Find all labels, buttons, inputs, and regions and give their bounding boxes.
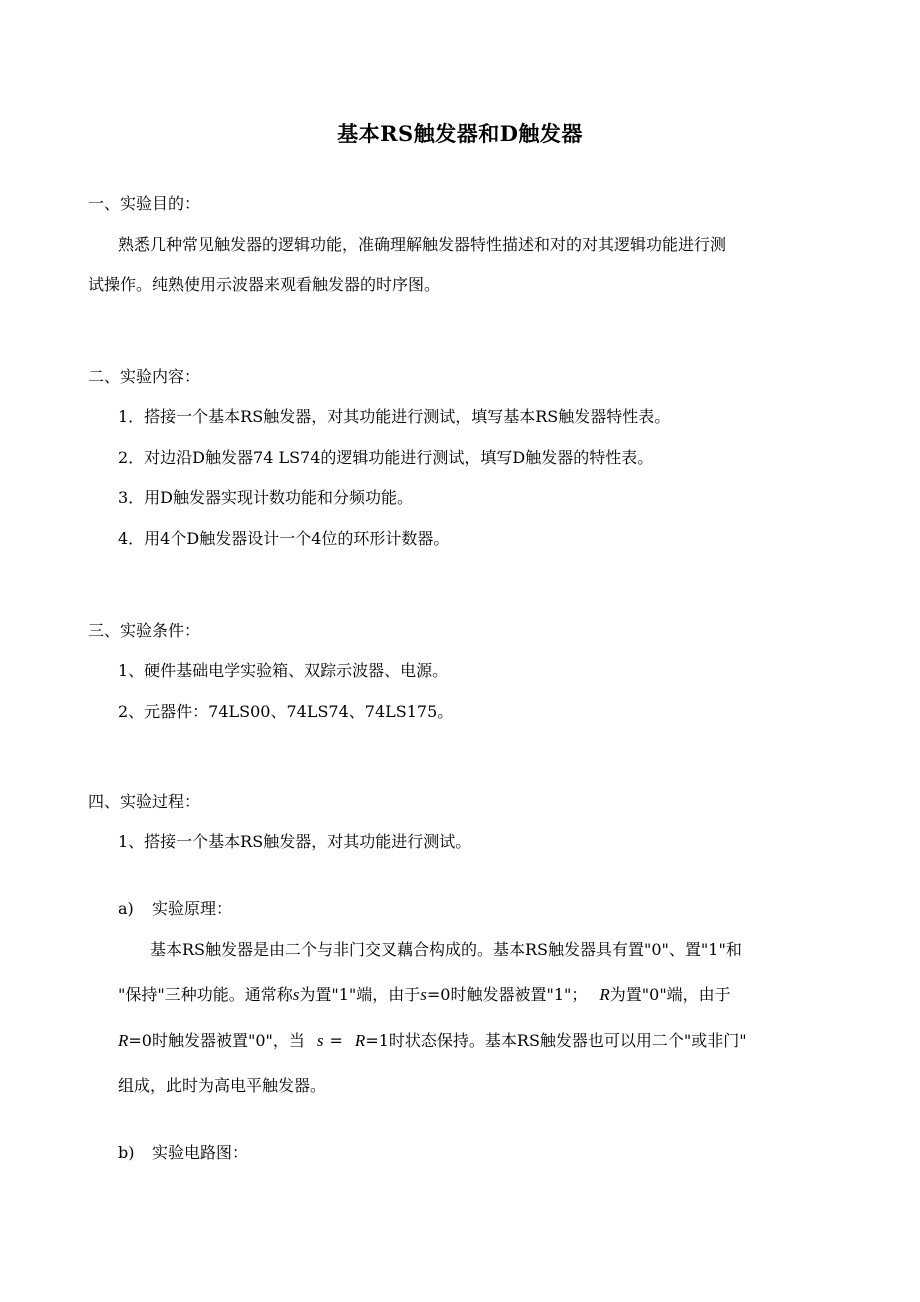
principle-text: =1时状态保持。基本RS触发器也可以用二个"或非门" [365,1031,747,1050]
content-item-3: 3．用D触发器实现计数功能和分频功能。 [118,488,414,507]
principle-text: = [329,1031,343,1050]
var-r: R [354,1031,366,1050]
subsection-label: a) [118,899,134,918]
conditions-item-1: 1、硬件基础电学实验箱、双踪示波器、电源。 [118,661,449,680]
principle-text: =0时触发器被置"1"； [426,985,588,1004]
content-item-1: 1．搭接一个基本RS触发器，对其功能进行测试，填写基本RS触发器特性表。 [118,407,671,426]
principle-text: "保持"三种功能。通常称 [118,985,293,1004]
var-s: s [420,985,427,1004]
section-heading-content: 二、实验内容： [88,367,201,386]
subsection-text: 实验原理： [152,899,233,918]
document-title: 基本RS触发器和D触发器 [337,121,583,146]
purpose-paragraph-line2: 试操作。纯熟使用示波器来观看触发器的时序图。 [88,275,441,294]
principle-line4: 组成，此时为高电平触发器。 [118,1076,327,1095]
principle-text: 为置"0"端，由于 [609,985,731,1004]
section-heading-purpose: 一、实验目的： [88,194,201,213]
principle-text: =0时触发器被置"0"，当 [128,1031,305,1050]
principle-line3 [118,1030,747,1052]
principle-line2 [118,984,731,1006]
principle-line1: 基本RS触发器是由二个与非门交叉藕合构成的。基本RS触发器具有置"0"、置"1"和 [150,940,742,959]
var-r: R [118,1031,129,1050]
section-heading-conditions: 三、实验条件： [88,621,201,640]
subsection-label: b) [118,1143,135,1162]
conditions-item-2: 2、元器件：74LS00、74LS74、74LS175。 [118,702,454,721]
var-s: s [292,985,300,1004]
subsection-principle [118,898,232,920]
purpose-paragraph-line1: 熟悉几种常见触发器的逻辑功能，准确理解触发器特性描述和对的对其逻辑功能进行测 [118,235,727,254]
principle-text: 为置"1"端，由于 [299,985,421,1004]
var-r: R [599,985,610,1004]
process-step-1: 1、搭接一个基本RS触发器，对其功能进行测试。 [118,832,472,851]
subsection-text: 实验电路图： [152,1143,249,1162]
content-item-4: 4．用4个D触发器设计一个4位的环形计数器。 [118,529,450,548]
var-s: s [316,1031,324,1050]
section-heading-process: 四、实验过程： [88,792,201,811]
content-item-2: 2．对边沿D触发器74 LS74的逻辑功能进行测试，填写D触发器的特性表。 [118,448,654,467]
subsection-circuit [118,1142,248,1164]
